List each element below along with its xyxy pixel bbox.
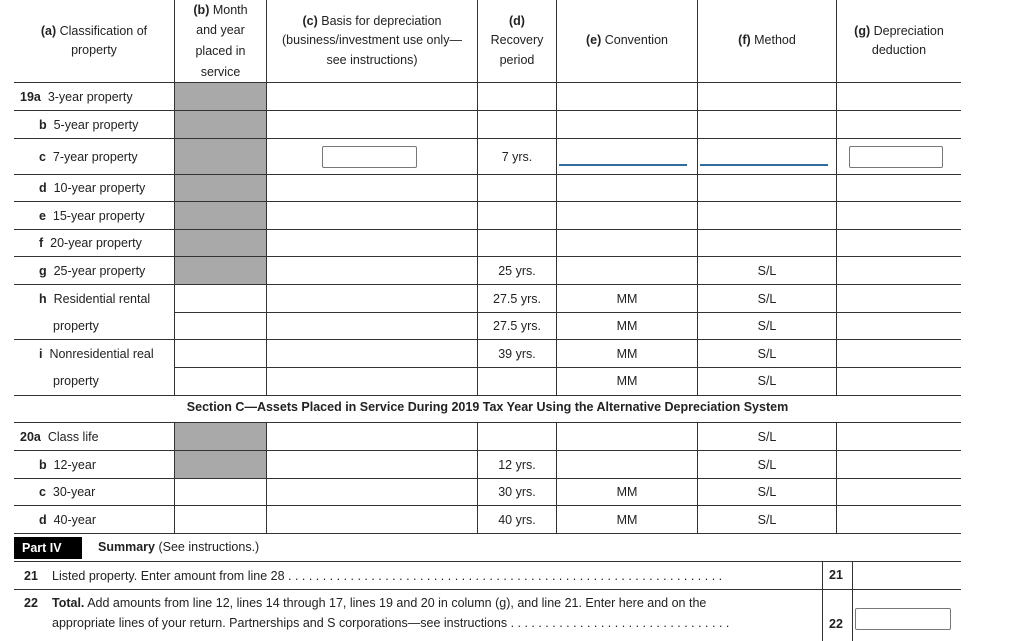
- rule: [836, 422, 837, 533]
- rule: [14, 174, 961, 175]
- row-20d-method: S/L: [757, 513, 777, 527]
- part-iv-badge: Part IV: [14, 537, 82, 559]
- rule: [836, 0, 837, 395]
- rule: [477, 0, 478, 395]
- rule: [266, 422, 267, 533]
- row-20c-convention: MM: [616, 485, 638, 499]
- header-b-text3: placed in: [195, 44, 246, 58]
- row-19g-period: 25 yrs.: [498, 264, 536, 278]
- rule: [175, 367, 961, 368]
- header-b-text1: Month: [212, 2, 248, 17]
- row-19h-period: 27.5 yrs.: [493, 292, 541, 306]
- row-19i-label: i Nonresidential real: [39, 347, 154, 361]
- row-19d-label: d 10-year property: [39, 181, 146, 195]
- header-e-text: Convention: [604, 33, 668, 48]
- header-c-text1: Basis for depreciation: [321, 13, 442, 28]
- rule: [697, 0, 698, 395]
- section-c-title: Section C—Assets Placed in Service During 2019 Tax Year Using the Alternative Depreciation System: [186, 400, 789, 414]
- header-c: [267, 0, 477, 82]
- rule: [14, 589, 961, 590]
- row-19h2-method: S/L: [757, 319, 777, 333]
- convention-7yr-select[interactable]: [559, 164, 687, 166]
- line-22-box-label: 22: [829, 617, 843, 631]
- header-f-letter: (f): [738, 33, 751, 48]
- rule: [266, 0, 267, 395]
- row-19i-period: 39 yrs.: [498, 347, 536, 361]
- line-22-text-cont: appropriate lines of your return. Partnerships and S corporations—see instructions . . . . . . . . . . . . . . . . . . . . . . . . . . . . . . . .: [52, 616, 730, 630]
- header-a-letter: (a): [40, 23, 57, 38]
- header-g-text1: Depreciation: [873, 23, 944, 38]
- line-21-amount-field[interactable]: [853, 562, 961, 589]
- row-19e-label: e 15-year property: [39, 209, 145, 223]
- row-19c-period: 7 yrs.: [501, 150, 533, 164]
- rule: [14, 561, 961, 562]
- header-d-text2: period: [499, 52, 535, 67]
- rule: [14, 256, 961, 257]
- header-f-text: Method: [754, 33, 796, 48]
- rule: [556, 0, 557, 395]
- row-20d-period: 40 yrs.: [498, 513, 536, 527]
- rule: [14, 284, 961, 285]
- header-b: [175, 0, 266, 82]
- header-e-letter: (e): [585, 33, 602, 48]
- header-e: [557, 0, 697, 82]
- row-19h-convention: MM: [616, 292, 638, 306]
- row-20c-period: 30 yrs.: [498, 485, 536, 499]
- rule: [822, 561, 823, 641]
- row-19g-label: g 25-year property: [39, 264, 146, 278]
- header-d-letter: (d): [509, 13, 525, 28]
- rule: [477, 422, 478, 533]
- rule: [14, 229, 961, 230]
- row-19b-label: b 5-year property: [39, 118, 139, 132]
- row-20a-method: S/L: [757, 430, 777, 444]
- line-21-number: 21: [24, 569, 38, 583]
- header-f: [698, 0, 836, 82]
- row-19h2-convention: MM: [616, 319, 638, 333]
- header-d: [478, 0, 556, 82]
- header-a: [14, 0, 174, 82]
- header-c-letter: (c): [302, 13, 318, 28]
- row-19h2-period: 27.5 yrs.: [493, 319, 541, 333]
- rule: [14, 201, 961, 202]
- row-20a-label: 20a Class life: [20, 430, 99, 444]
- deduction-7yr-input[interactable]: [849, 146, 943, 168]
- rule: [14, 138, 961, 139]
- header-d-text1: Recovery: [490, 33, 544, 48]
- rule: [14, 478, 961, 479]
- row-19f-label: f 20-year property: [39, 236, 142, 250]
- line-22-text: Total. Add amounts from line 12, lines 14 through 17, lines 19 and 20 in column (g), and line 21. Enter here and on the: [52, 596, 707, 610]
- line-21-box-label: 21: [829, 568, 843, 582]
- rule: [14, 533, 961, 534]
- row-19h-method: S/L: [757, 292, 777, 306]
- row-19h-label-cont: property: [53, 319, 99, 333]
- row-19h-label: h Residential rental: [39, 292, 151, 306]
- line-21-text: Listed property. Enter amount from line 28 . . . . . . . . . . . . . . . . . . . . . . . . . . . . . . . . . . . . . . . . . . . . . . . . . . . . . . . . . . . . . . .: [52, 569, 723, 583]
- rule: [14, 395, 961, 396]
- header-b-text4: service: [200, 64, 241, 79]
- row-19i-label-cont: property: [53, 374, 99, 388]
- row-20c-label: c 30-year: [39, 485, 96, 499]
- rule: [174, 422, 175, 533]
- row-20b-period: 12 yrs.: [498, 458, 536, 472]
- row-19i2-method: S/L: [757, 374, 777, 388]
- rule: [175, 312, 961, 313]
- row-19i2-convention: MM: [616, 374, 638, 388]
- method-7yr-select[interactable]: [700, 164, 828, 166]
- rule: [14, 82, 961, 83]
- row-20c-method: S/L: [757, 485, 777, 499]
- header-a-text: Classification of: [59, 23, 148, 38]
- rule: [697, 422, 698, 533]
- shaded-cell-19: [175, 83, 266, 284]
- header-c-text2: (business/investment use only—: [282, 33, 462, 48]
- row-20b-label: b 12-year: [39, 458, 96, 472]
- row-19g-method: S/L: [757, 264, 777, 278]
- basis-7yr-input[interactable]: [322, 146, 417, 168]
- header-g-text2: deduction: [871, 43, 927, 57]
- row-19i-convention: MM: [616, 347, 638, 361]
- header-b-text2: and year: [196, 23, 245, 38]
- row-20d-convention: MM: [616, 513, 638, 527]
- rule: [556, 422, 557, 533]
- line-22-amount-input[interactable]: [855, 608, 951, 630]
- rule: [174, 0, 175, 395]
- row-19c-label: c 7-year property: [39, 150, 138, 164]
- header-a-text2: property: [71, 43, 117, 57]
- header-c-text3: see instructions): [326, 52, 418, 67]
- part-iv-title: Summary (See instructions.): [98, 540, 260, 554]
- line-22-number: 22: [24, 596, 38, 610]
- rule: [14, 450, 961, 451]
- rule: [14, 339, 961, 340]
- row-20d-label: d 40-year: [39, 513, 96, 527]
- row-19a-label: 19a 3-year property: [20, 90, 133, 104]
- rule: [14, 110, 961, 111]
- header-g-letter: (g): [854, 23, 871, 38]
- rule: [14, 422, 961, 423]
- row-19i-method: S/L: [757, 347, 777, 361]
- rule: [14, 505, 961, 506]
- header-b-letter: (b): [193, 2, 210, 17]
- row-20b-method: S/L: [757, 458, 777, 472]
- header-g: [837, 0, 961, 82]
